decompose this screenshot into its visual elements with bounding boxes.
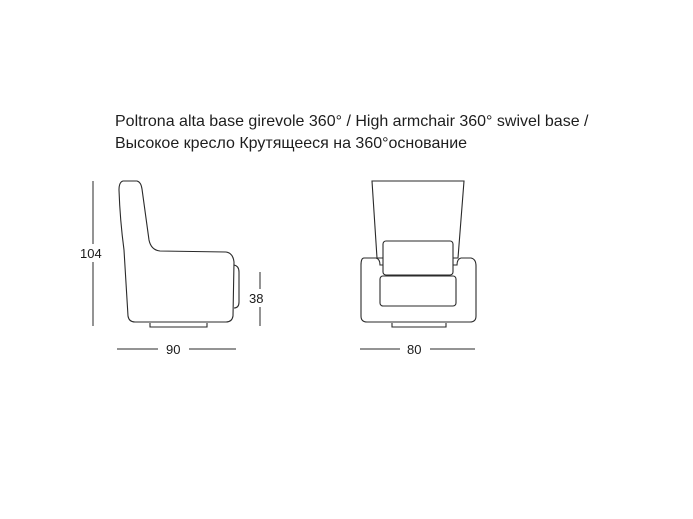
side-view bbox=[119, 181, 239, 327]
front-view bbox=[361, 181, 476, 327]
height-total-label: 104 bbox=[80, 246, 102, 261]
depth-label: 90 bbox=[166, 342, 181, 357]
front-seat-cushion bbox=[380, 276, 456, 306]
title-line-2: Высокое кресло Крутящееся на 360°основание bbox=[115, 135, 468, 152]
dimension-height-total bbox=[80, 181, 102, 326]
front-back-cushion bbox=[383, 241, 453, 275]
side-seat-cushion bbox=[234, 265, 239, 308]
front-swivel-base bbox=[392, 323, 446, 327]
width-label: 80 bbox=[407, 342, 422, 357]
seat-height-label: 38 bbox=[249, 291, 264, 306]
dimension-width bbox=[360, 342, 475, 357]
dimension-depth bbox=[117, 342, 236, 357]
side-swivel-base bbox=[150, 323, 207, 327]
side-chair-outline bbox=[119, 181, 234, 322]
title-line-1: Poltrona alta base girevole 360° / High armchair 360° swivel base / bbox=[115, 113, 589, 130]
dimension-seat-height bbox=[249, 272, 263, 326]
